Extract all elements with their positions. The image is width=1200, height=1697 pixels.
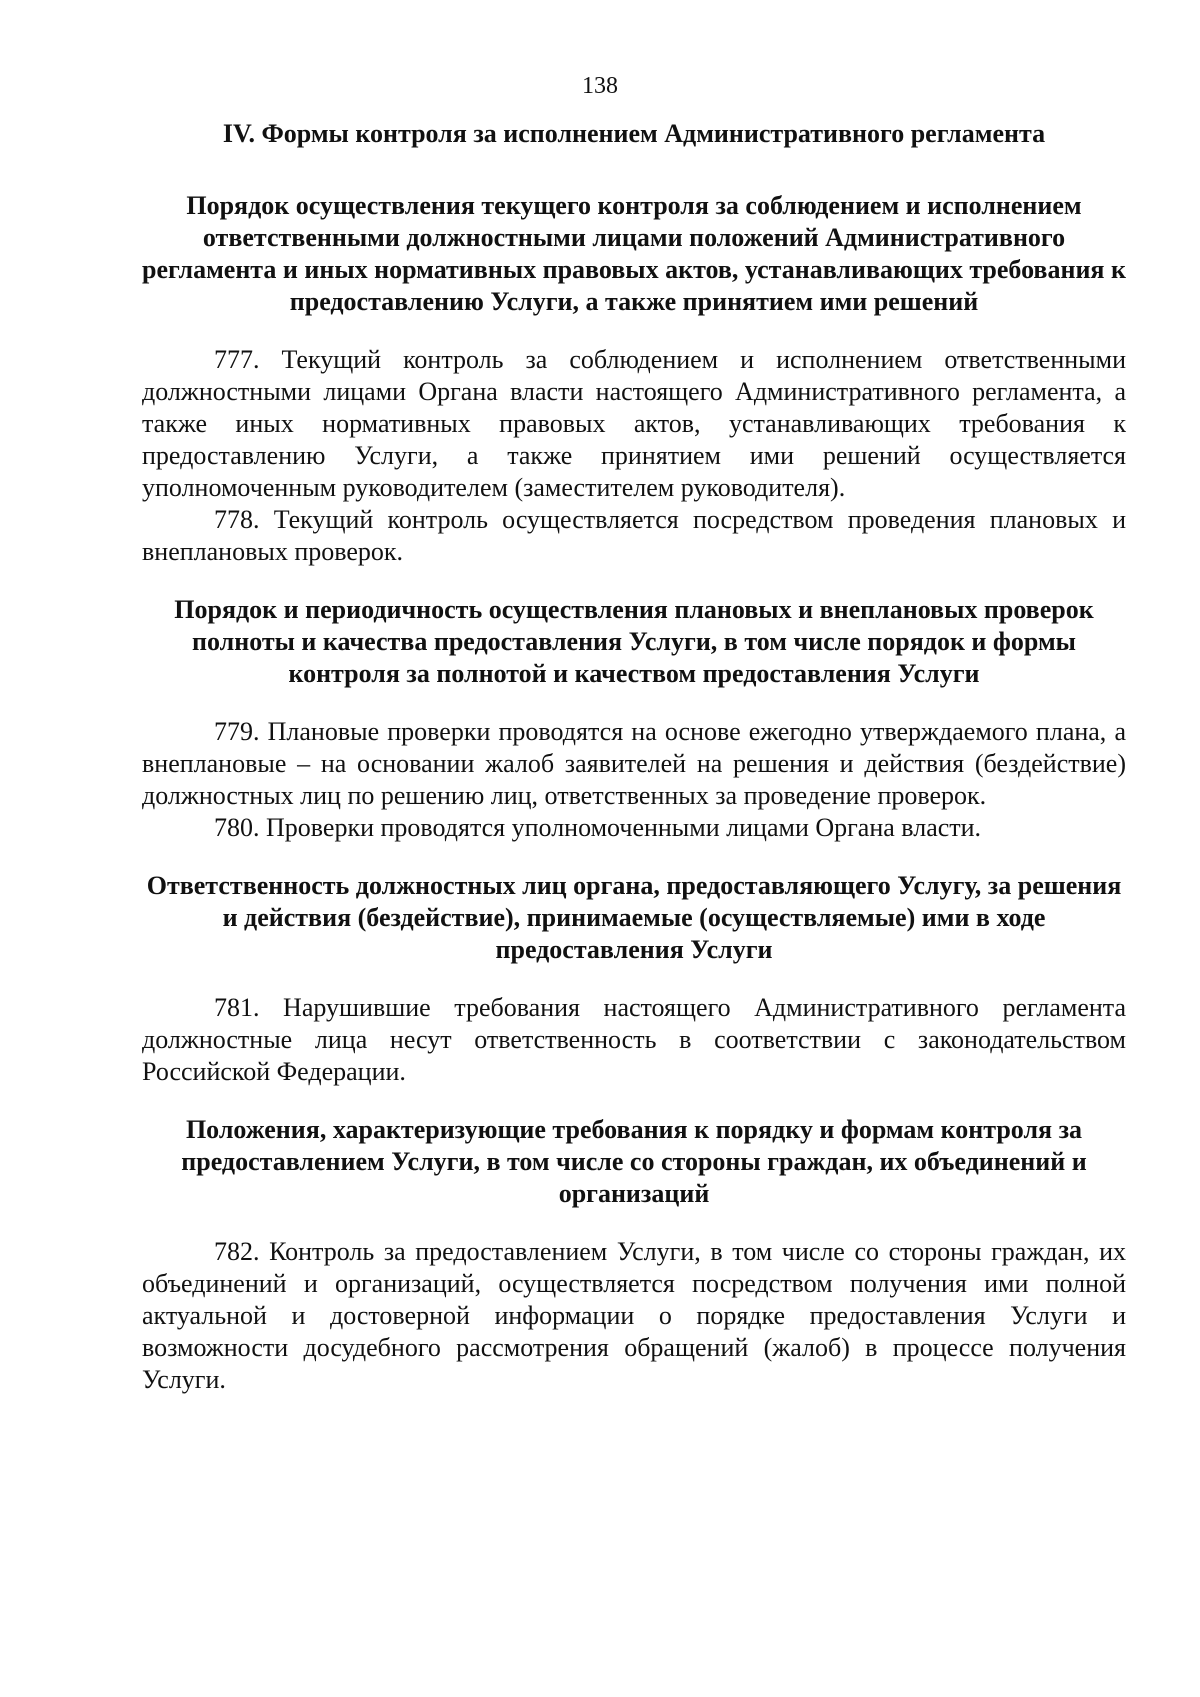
page-number: 138 [582,73,618,99]
section-current-control [142,190,1126,568]
paragraph-782: 782. Контроль за предоставлением Услуги, в том числе со стороны граждан, их объединений и организаций, осуществляется посредством получения ими полной актуальной и достоверной информации о порядке предоставления Услуги и возможности досудебного рассмотрения обращений (жалоб) в процессе получения Услуги. [142,1237,1126,1394]
section-heading: Ответственность должностных лиц органа, предоставляющего Услугу, за решения и действия (бездействие), принимаемые (осуществляемые) ими в ходе предоставления Услуги [146,871,1122,964]
paragraph-779: 779. Плановые проверки проводятся на основе ежегодно утверждаемого плана, а внеплановые – на основании жалоб заявителей на решения и действия (бездействие) должностных лиц по решению лиц, ответственных за проведение проверок. [142,717,1126,810]
paragraph-777: 777. Текущий контроль за соблюдением и исполнением ответственными должностными лицами Органа власти настоящего Административного регламента, а также иных нормативных правовых актов, устанавливающих требования к предоставлению Услуги, а также принятием ими решений осуществляется уполномоченным руководителем (заместителем руководителя). [142,345,1126,502]
section-responsibility [142,870,1126,1088]
paragraph-781: 781. Нарушившие требования настоящего Административного регламента должностные лица несут ответственность в соответствии с законодательством Российской Федерации. [142,993,1126,1086]
section-public-control [142,1114,1126,1396]
chapter-title: IV. Формы контроля за исполнением Административного регламента [222,119,1046,148]
section-heading: Порядок и периодичность осуществления плановых и внеплановых проверок полноты и качества предоставления Услуги, в том числе порядок и формы контроля за полнотой и качеством предоставления Услуги [174,595,1094,688]
paragraph-778: 778. Текущий контроль осуществляется посредством проведения плановых и внеплановых проверок. [142,505,1126,566]
section-heading: Положения, характеризующие требования к порядку и формам контроля за предоставлением Услуги, в том числе со стороны граждан, их объединений и организаций [181,1115,1087,1208]
paragraph-780: 780. Проверки проводятся уполномоченными лицами Органа власти. [214,813,982,842]
page-content [142,118,1126,1396]
section-inspections [142,594,1126,844]
section-heading: Порядок осуществления текущего контроля за соблюдением и исполнением ответственными должностными лицами положений Административного регламента и иных нормативных правовых актов, устанавливающих требования к предоставлению Услуги, а также принятием ими решений [142,191,1126,316]
